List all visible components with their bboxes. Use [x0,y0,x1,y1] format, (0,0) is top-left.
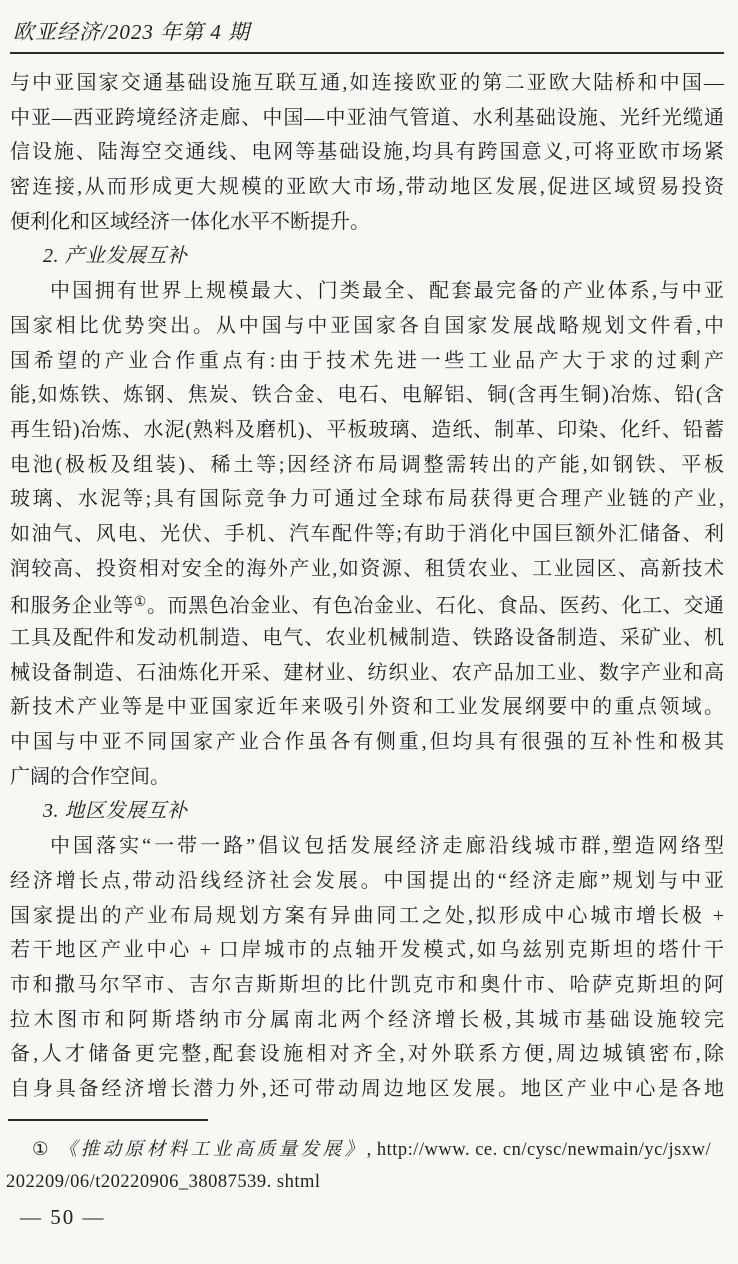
text-line: 经济增长点,带动沿线经济社会发展。中国提出的“经济走廊”规划与中亚 [10,869,724,892]
text-line: 中国落实“一带一路”倡议包括发展经济走廊沿线城市群,塑造网络型 [50,835,724,858]
text-line: 玻璃、水泥等;具有国际竞争力可通过全球布局获得更合理产业链的产业, [10,488,724,511]
text-line: 中亚—西亚跨境经济走廊、中国—中亚油气管道、水利基础设施、光纤光缆通 [10,106,724,129]
text-line: 自身具备经济增长潜力外,还可带动周边地区发展。地区产业中心是各地 [10,1077,724,1100]
footnote-marker: ① [32,1140,49,1160]
text-line: 和服务企业等①。而黑色冶金业、有色冶金业、石化、食品、医药、化工、交通 [10,595,724,618]
body-text [10,66,724,1107]
footnote-url-part1: , http://www. ce. cn/cysc/newmain/yc/jsxw/ [366,1140,712,1160]
footnote-url-part2: 202209/06/t20220906_38087539. shtml [6,1172,321,1192]
text-line: 中国与中亚不同国家产业合作虽各有侧重,但均具有很强的互补性和极其 [10,731,724,754]
text-line: 备,人才储备更完整,配套设施相对齐全,对外联系方便,周边城镇密布,除 [10,1043,724,1066]
text-line: 若干地区产业中心 + 口岸城市的点轴开发模式,如乌兹别克斯坦的塔什干 [10,939,724,962]
section-heading: 3. 地区发展互补 [43,800,188,823]
text-line: 再生铅)冶炼、水泥(熟料及磨机)、平板玻璃、造纸、制革、印染、化纤、铅蓄 [10,418,724,441]
text-line: 便利化和区域经济一体化水平不断提升。 [10,210,370,233]
text-line: 国家提出的产业布局规划方案有异曲同工之处,拟形成中心城市增长极 + [10,904,724,927]
page-number: — 50 — [20,1205,106,1229]
text-line: 国希望的产业合作重点有:由于技术先进一些工业品产大于求的过剩产 [10,349,724,372]
text-line: 国家相比优势突出。从中国与中亚国家各自国家发展战略规划文件看,中 [10,314,724,337]
footnote-title: 《推动原材料工业高质量发展》 [58,1140,367,1160]
text-line: 能,如炼铁、炼钢、焦炭、铁合金、电石、电解铝、铜(含再生铜)冶炼、铅(含 [10,384,724,407]
text-line: 中国拥有世界上规模最大、门类最全、配套最完备的产业体系,与中亚 [50,280,724,303]
journal-header: 欧亚经济/2023 年第 4 期 [13,20,251,44]
text-line: 新技术产业等是中亚国家近年来吸引外资和工业发展纲要中的重点领域。 [10,696,724,719]
footnote-divider [8,1119,208,1121]
section-heading: 2. 产业发展互补 [43,245,188,268]
footnote-reference-mark: ① [133,595,147,611]
header-rule [10,52,724,54]
text-line: 电池(极板及组装)、稀土等;因经济布局调整需转出的产能,如钢铁、平板 [10,453,724,476]
text-line: 信设施、陆海空交通线、电网等基础设施,均具有跨国意义,可将亚欧市场紧 [10,141,724,164]
text-line: 工具及配件和发动机制造、电气、农业机械制造、铁路设备制造、采矿业、机 [10,627,724,649]
text-line: 密连接,从而形成更大规模的亚欧大市场,带动地区发展,促进区域贸易投资 [10,176,724,199]
text-line: 与中亚国家交通基础设施互联互通,如连接欧亚的第二亚欧大陆桥和中国— [10,72,724,94]
text-line: 市和撒马尔罕市、吉尔吉斯斯坦的比什凯克市和奥什市、哈萨克斯坦的阿 [10,973,724,996]
text-line: 械设备制造、石油炼化开采、建材业、纺织业、农产品加工业、数字产业和高 [10,661,724,684]
text-line: 拉木图市和阿斯塔纳市分属南北两个经济增长极,其城市基础设施较完 [10,1008,724,1031]
text-line: 如油气、风电、光伏、手机、汽车配件等;有助于消化中国巨额外汇储备、利 [10,522,724,545]
text-line: 润较高、投资相对安全的海外产业,如资源、租赁农业、工业园区、高新技术 [10,557,724,580]
text-line: 广阔的合作空间。 [10,765,170,788]
footnote [10,1136,730,1164]
